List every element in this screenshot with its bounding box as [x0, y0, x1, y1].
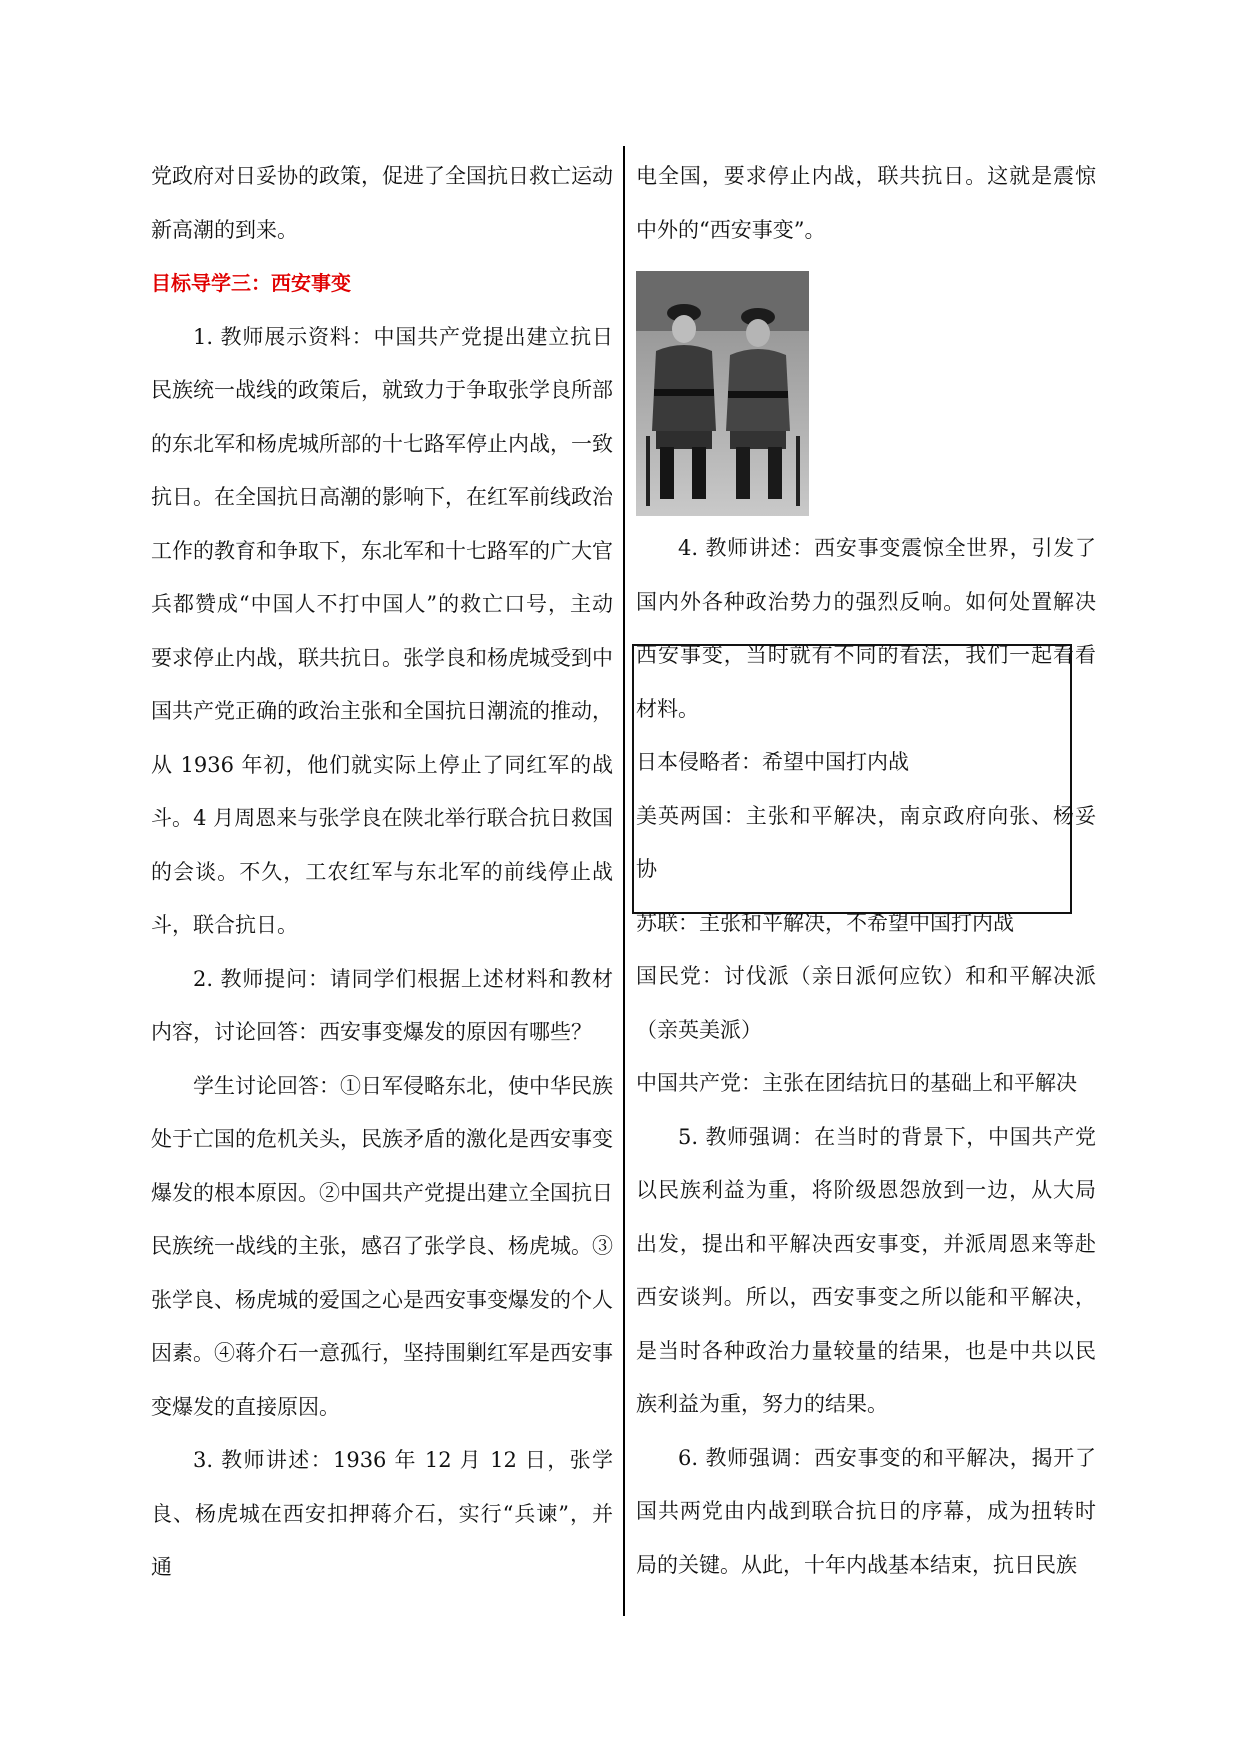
paragraph-intro: 党政府对日妥协的政策，促进了全国抗日救亡运动新高潮的到来。	[151, 164, 613, 242]
material-kmt: 国民党：讨伐派（亲日派何应钦）和和平解决派（亲英美派）	[636, 964, 1096, 1042]
paragraph-4: 3. 教师讲述：1936 年 12 月 12 日，张学良、杨虎城在西安扣押蒋介石，实行“兵谏”，并通	[151, 1448, 613, 1579]
material-ccp: 中国共产党：主张在团结抗日的基础上和平解决	[636, 1071, 1077, 1095]
material-ussr: 苏联：主张和平解决，不希望中国打内战	[636, 910, 1014, 935]
paragraph-3: 学生讨论回答：①日军侵略东北，使中华民族处于亡国的危机关头，民族矛盾的激化是西安事变爆发的根本原因。②中国共产党提出建立全国抗日民族统一战线的主张，感召了张学良、杨虎城。③张学良、杨虎城的爱国之心是西安事变爆发的个人因素。④蒋介石一意孤行，坚持围剿红军是西安事变爆发的直接原因。	[151, 1073, 613, 1419]
material-us-uk: 美英两国：主张和平解决，南京政府向张、杨妥协	[636, 803, 1096, 881]
paragraph-2: 2. 教师提问：请同学们根据上述材料和教材内容，讨论回答：西安事变爆发的原因有哪些？	[151, 966, 613, 1044]
paragraph-5: 4. 教师讲述：西安事变震惊全世界，引发了国内外各种政治势力的强烈反响。如何处置解决西安事变，当时就有不同的看法，我们一起看看材料。	[636, 536, 1096, 721]
right-column	[636, 150, 1096, 1592]
paragraph-7: 6. 教师强调：西安事变的和平解决，揭开了国共两党由内战到联合抗日的序幕，成为扭转时局的关键。从此，十年内战基本结束，抗日民族	[636, 1445, 1096, 1577]
paragraph-6: 5. 教师强调：在当时的背景下，中国共产党以民族利益为重，将阶级恩怨放到一边，从大局出发，提出和平解决西安事变，并派周恩来等赴西安谈判。所以，西安事变之所以能和平解决，是当时各种政治力量较量的结果，也是中共以民族利益为重，努力的结果。	[636, 1124, 1096, 1416]
material-japan: 日本侵略者：希望中国打内战	[636, 750, 909, 774]
paragraph-1: 1. 教师展示资料：中国共产党提出建立抗日民族统一战线的政策后，就致力于争取张学良所部的东北军和杨虎城所部的十七路军停止内战，一致抗日。在全国抗日高潮的影响下，在红军前线政治工作的教育和争取下，东北军和十七路军的广大官兵都赞成“中国人不打中国人”的救亡口号，主动要求停止内战，联共抗日。张学良和杨虎城受到中国共产党正确的政治主张和全国抗日潮流的推动，从 1936 年初，他们就实际上停止了同红军的战斗。4 月周恩来与张学良在陕北举行联合抗日救国的会谈。不久，工农红军与东北军的前线停止战斗，联合抗日。	[151, 324, 613, 937]
left-column	[151, 150, 613, 1595]
section-heading: 目标导学三：西安事变	[151, 271, 351, 295]
photo-two-officers-icon	[636, 271, 809, 516]
column-divider	[623, 146, 625, 1616]
paragraph-continued: 电全国，要求停止内战，联共抗日。这就是震惊中外的“西安事变”。	[636, 164, 1096, 242]
